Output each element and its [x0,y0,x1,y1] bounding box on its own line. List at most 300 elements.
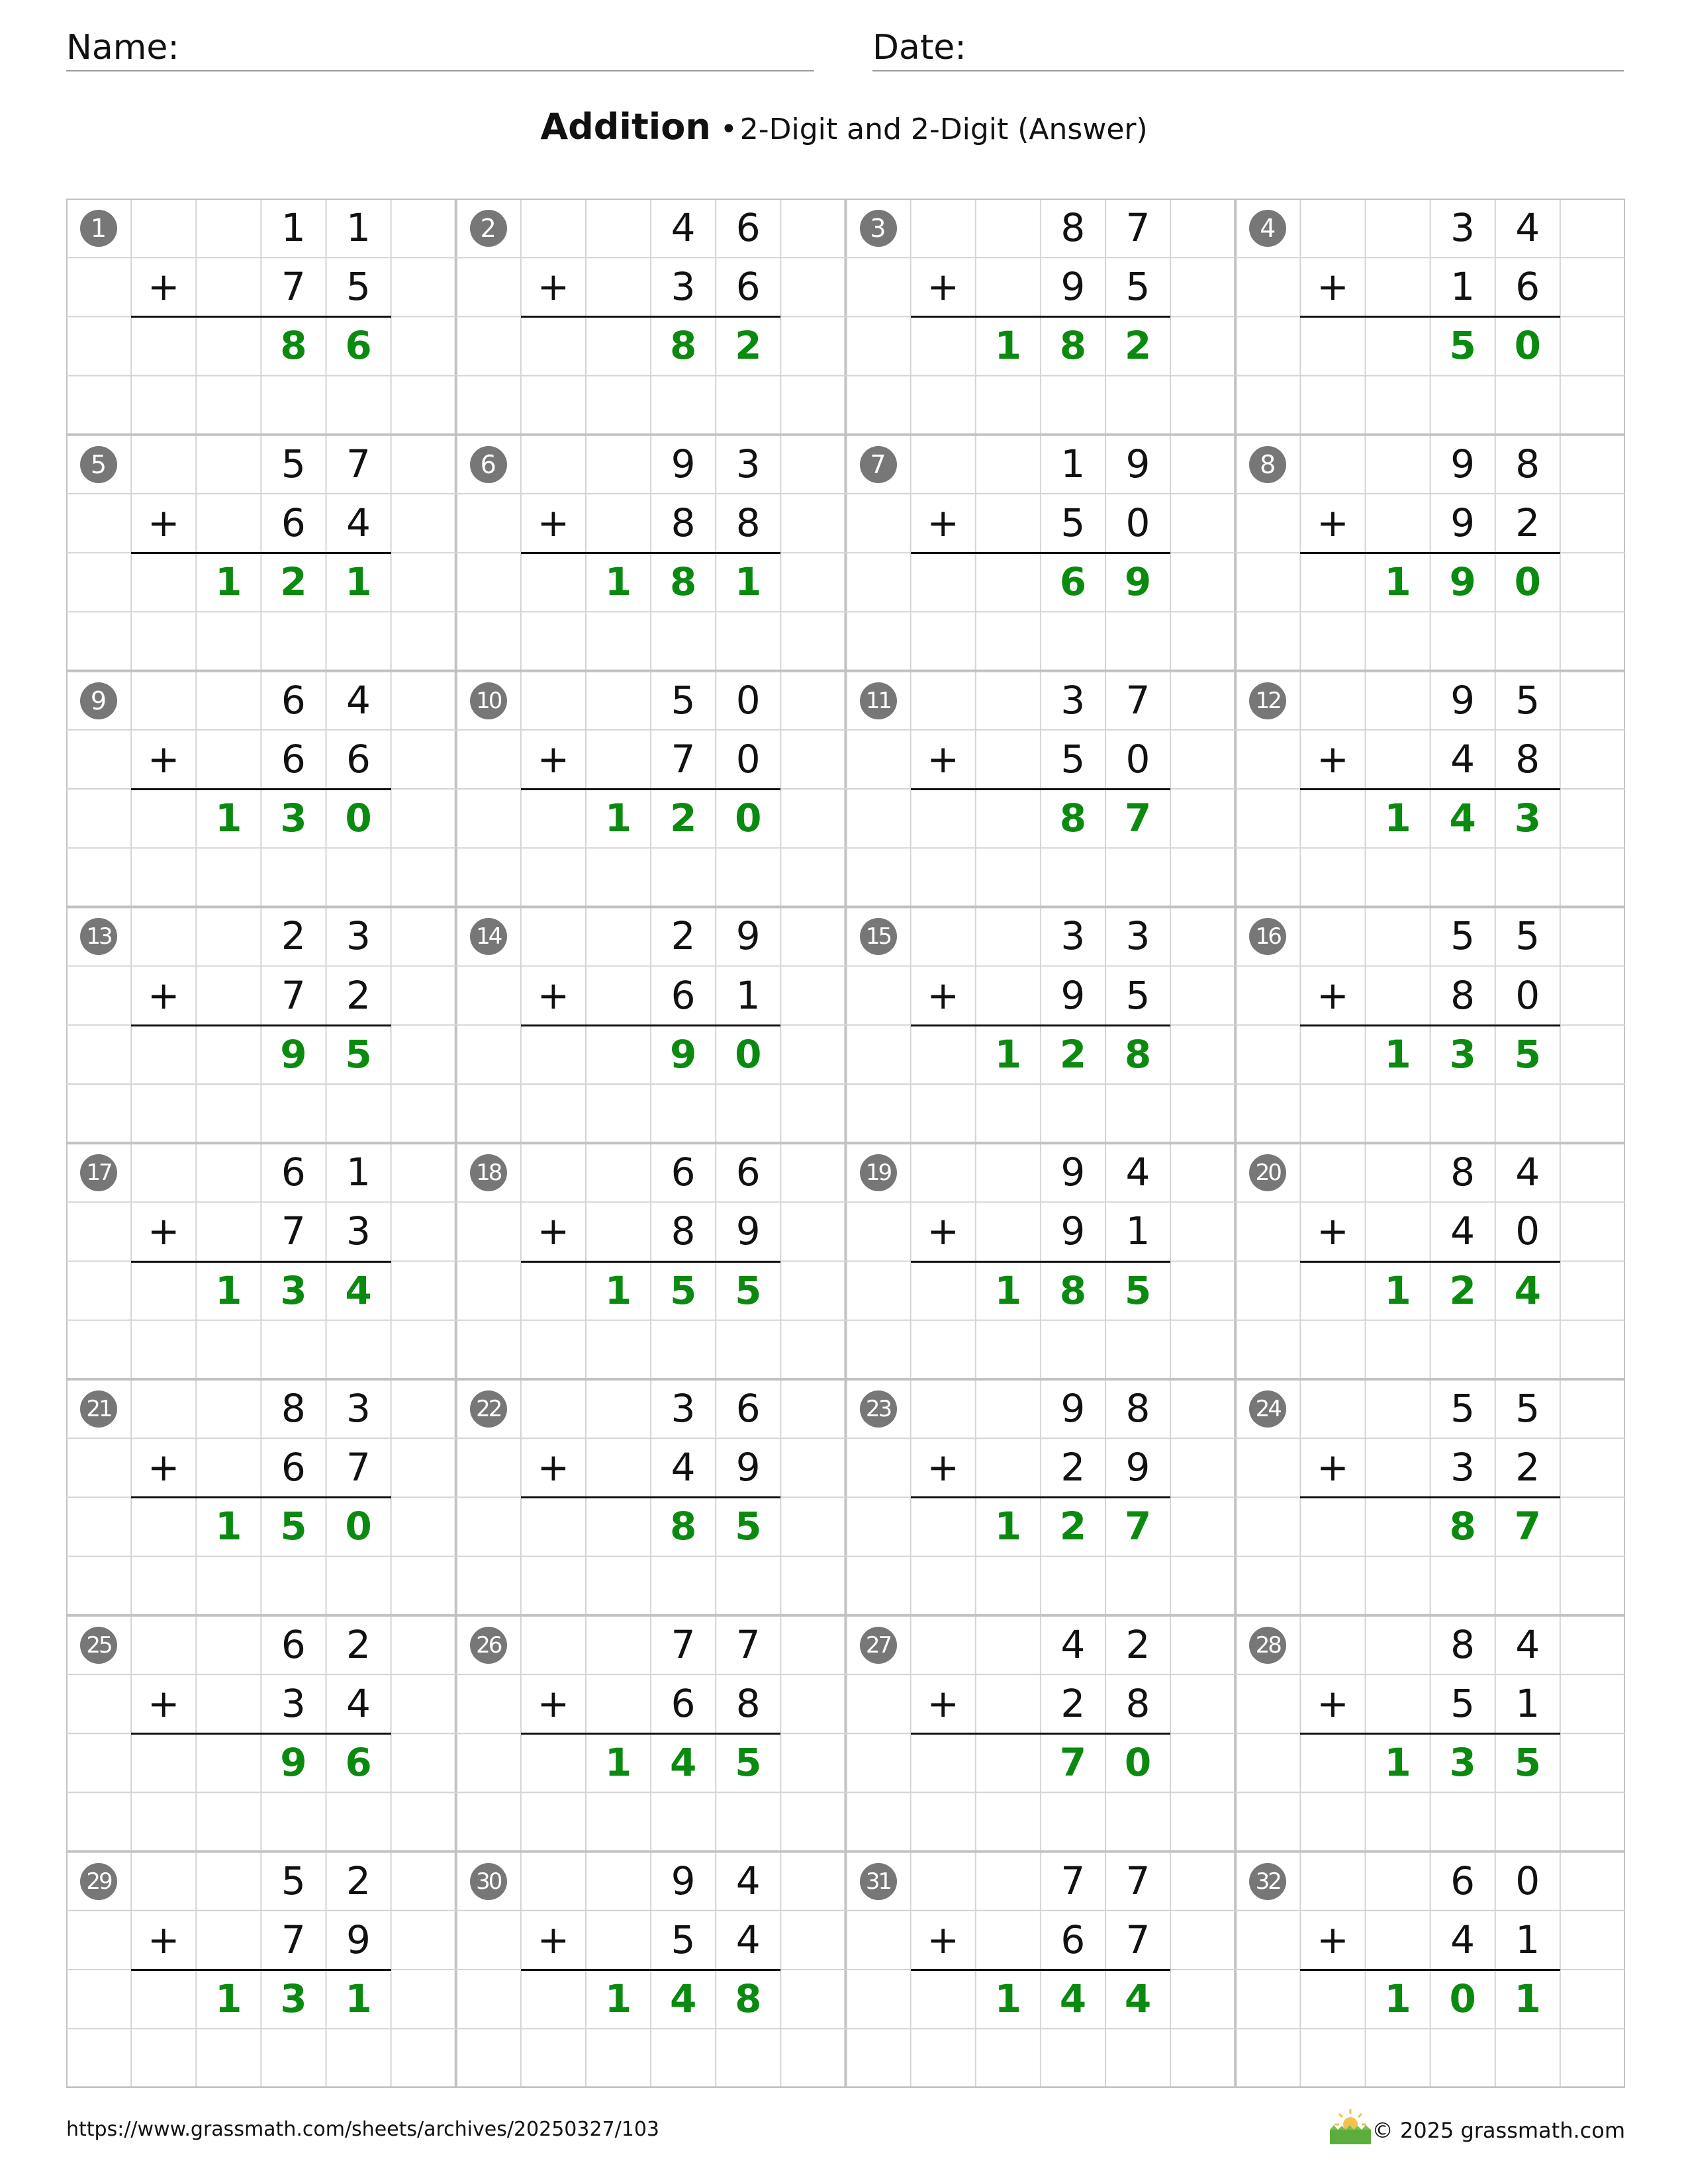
sum-rule [911,1969,1171,1971]
problem-number-badge: 32 [1249,1863,1286,1900]
plus-sign: + [927,972,959,1018]
answer-digit: 7 [1059,1740,1087,1786]
answer-digit: 1 [994,1267,1021,1313]
answer-digit: 5 [1449,323,1476,369]
answer-digit: 8 [669,1504,697,1549]
addend-digit: 7 [1125,1858,1150,1903]
problem-number-badge: 4 [1249,210,1286,247]
problem-number-badge: 1 [80,210,117,247]
addend-digit: 6 [281,1445,306,1490]
addend-digit: 0 [1125,736,1150,782]
answer-digit: 0 [735,796,762,841]
answer-digit: 5 [1514,1740,1541,1786]
addend-digit: 6 [281,500,306,545]
answer-digit: 1 [735,559,762,605]
answer-digit: 1 [215,1267,242,1313]
answer-digit: 2 [1059,1031,1087,1077]
problem-number-badge: 5 [80,446,117,483]
addend-digit: 6 [281,1621,306,1667]
addend-digit: 9 [1125,1445,1150,1490]
sum-rule [1300,1024,1560,1026]
addend-digit: 8 [735,1681,761,1726]
addend-digit: 6 [735,205,761,250]
addend-digit: 8 [1450,972,1476,1018]
plus-sign: + [1317,1445,1349,1490]
sum-rule [521,316,781,318]
addend-digit: 2 [671,913,696,959]
addend-digit: 6 [671,972,696,1018]
problem-number-badge: 24 [1249,1390,1286,1428]
answer-digit: 1 [215,559,242,605]
addend-digit: 0 [735,736,761,782]
sum-rule [131,1969,391,1971]
plus-sign: + [537,500,570,545]
addend-digit: 7 [1125,677,1150,723]
answer-digit: 9 [1124,559,1152,605]
addend-digit: 0 [1125,500,1150,545]
plus-sign: + [1317,264,1349,310]
problem-number-badge: 17 [80,1154,117,1191]
answer-digit: 5 [735,1267,762,1313]
addend-digit: 1 [281,205,306,250]
addend-digit: 7 [281,972,306,1018]
answer-digit: 4 [1124,1976,1152,2021]
answer-digit: 1 [1514,1976,1541,2021]
date-field[interactable] [872,24,1624,71]
problem-number-badge: 28 [1249,1627,1286,1664]
addend-digit: 5 [1125,264,1150,310]
problem-number-badge: 10 [470,682,507,719]
answer-digit: 4 [1059,1976,1087,2021]
title-main: Addition [540,106,711,148]
addend-digit: 2 [346,1621,371,1667]
problem-number-badge: 3 [860,210,897,247]
plus-sign: + [927,1208,959,1254]
addend-digit: 4 [1515,205,1540,250]
answer-digit: 1 [345,1976,372,2021]
answer-digit: 3 [280,796,307,841]
sum-rule [1300,1733,1560,1735]
answer-digit: 5 [345,1031,372,1077]
problem-number-badge: 11 [860,682,897,719]
answer-digit: 7 [1124,796,1152,841]
addend-digit: 7 [346,441,371,486]
answer-digit: 1 [1384,559,1411,605]
answer-digit: 2 [280,559,307,605]
problem-number-badge: 2 [470,210,507,247]
sum-rule [521,1261,781,1263]
addend-digit: 3 [346,1386,371,1431]
addend-digit: 4 [671,1445,696,1490]
plus-sign: + [147,736,180,782]
addend-digit: 2 [1515,500,1540,545]
addend-digit: 5 [1450,1681,1476,1726]
answer-digit: 2 [669,796,697,841]
answer-digit: 5 [280,1504,307,1549]
problem-number-badge: 18 [470,1154,507,1191]
addend-digit: 9 [1060,1386,1086,1431]
addend-digit: 5 [1125,972,1150,1018]
answer-digit: 5 [735,1740,762,1786]
sum-rule [131,1261,391,1263]
sum-rule [1300,1261,1560,1263]
answer-digit: 8 [1059,323,1087,369]
answer-digit: 5 [669,1267,697,1313]
sum-rule [521,552,781,554]
addend-digit: 5 [1450,913,1476,959]
addend-digit: 5 [281,1858,306,1903]
plus-sign: + [537,972,570,1018]
plus-sign: + [1317,1681,1349,1726]
addend-digit: 9 [1450,500,1476,545]
problem-number-badge: 14 [470,918,507,955]
addend-digit: 4 [346,1681,371,1726]
addend-digit: 7 [1060,1858,1086,1903]
answer-digit: 2 [735,323,762,369]
problem-number-badge: 9 [80,682,117,719]
problem-number-badge: 12 [1249,682,1286,719]
addend-digit: 6 [281,1150,306,1195]
answer-digit: 4 [345,1267,372,1313]
plus-sign: + [147,1445,180,1490]
plus-sign: + [537,1208,570,1254]
addend-digit: 0 [1515,1208,1540,1254]
answer-digit: 8 [1124,1031,1152,1077]
answer-digit: 1 [994,1031,1021,1077]
addend-digit: 5 [281,441,306,486]
plus-sign: + [1317,736,1349,782]
plus-sign: + [927,264,959,310]
plus-sign: + [927,1917,959,1962]
plus-sign: + [927,736,959,782]
answer-digit: 5 [735,1504,762,1549]
plus-sign: + [537,736,570,782]
addend-digit: 5 [1515,913,1540,959]
addend-digit: 8 [1060,205,1086,250]
plus-sign: + [927,500,959,545]
answer-digit: 8 [1449,1504,1476,1549]
addend-digit: 1 [1515,1917,1540,1962]
addend-digit: 2 [1515,1445,1540,1490]
page-title [0,106,1688,148]
answer-digit: 5 [1514,1031,1541,1077]
addend-digit: 9 [1060,1150,1086,1195]
answer-digit: 1 [1384,1031,1411,1077]
plus-sign: + [147,1208,180,1254]
addend-digit: 7 [281,1917,306,1962]
answer-digit: 1 [215,796,242,841]
addend-digit: 7 [281,264,306,310]
addend-digit: 6 [671,1681,696,1726]
sum-rule [911,1024,1171,1026]
sum-rule [911,1733,1171,1735]
addend-digit: 5 [671,1917,696,1962]
addend-digit: 4 [1450,1208,1476,1254]
addend-digit: 9 [735,1208,761,1254]
plus-sign: + [147,972,180,1018]
sum-rule [131,552,391,554]
answer-digit: 1 [215,1504,242,1549]
sum-rule [521,1024,781,1026]
answer-digit: 1 [1384,1976,1411,2021]
addend-digit: 3 [1450,1445,1476,1490]
addend-digit: 3 [281,1681,306,1726]
addend-digit: 4 [1515,1621,1540,1667]
addend-digit: 6 [735,1386,761,1431]
addend-digit: 8 [281,1386,306,1431]
addend-digit: 5 [1515,677,1540,723]
addend-digit: 9 [1060,264,1086,310]
plus-sign: + [1317,1917,1349,1962]
problem-number-badge: 21 [80,1390,117,1428]
answer-digit: 9 [669,1031,697,1077]
answer-digit: 1 [994,1504,1021,1549]
plus-sign: + [927,1445,959,1490]
addend-digit: 3 [346,913,371,959]
addend-digit: 3 [1450,205,1476,250]
answer-digit: 6 [345,323,372,369]
addend-digit: 4 [346,500,371,545]
answer-digit: 1 [1384,1740,1411,1786]
addend-digit: 2 [346,972,371,1018]
addend-digit: 8 [735,500,761,545]
answer-digit: 8 [1059,1267,1087,1313]
date-label: Date: [872,28,966,68]
sum-rule [521,788,781,790]
problem-number-badge: 22 [470,1390,507,1428]
addend-digit: 3 [735,441,761,486]
title-subtitle: 2-Digit and 2-Digit (Answer) [739,113,1148,146]
addend-digit: 4 [735,1858,761,1903]
addend-digit: 6 [281,736,306,782]
answer-digit: 3 [1449,1031,1476,1077]
sum-rule [521,1496,781,1498]
answer-digit: 1 [604,1740,632,1786]
addend-digit: 8 [1125,1386,1150,1431]
sum-rule [521,1733,781,1735]
problem-number-badge: 15 [860,918,897,955]
problem-number-badge: 23 [860,1390,897,1428]
problem-number-badge: 8 [1249,446,1286,483]
answer-digit: 8 [280,323,307,369]
addend-digit: 7 [671,736,696,782]
sum-rule [131,316,391,318]
answer-digit: 1 [604,1267,632,1313]
footer-copyright: © 2025 grassmath.com [1372,2118,1625,2143]
answer-digit: 1 [215,1976,242,2021]
name-field[interactable] [66,24,814,71]
addend-digit: 8 [1515,441,1540,486]
answer-digit: 0 [1514,323,1541,369]
answer-digit: 5 [1124,1267,1152,1313]
addend-digit: 6 [281,677,306,723]
addend-digit: 8 [1515,736,1540,782]
sum-rule [1300,316,1560,318]
addend-digit: 5 [1450,1386,1476,1431]
addend-digit: 4 [1125,1150,1150,1195]
plus-sign: + [1317,972,1349,1018]
answer-digit: 4 [669,1740,697,1786]
answer-digit: 1 [604,1976,632,2021]
sum-rule [911,552,1171,554]
problem-number-badge: 25 [80,1627,117,1664]
answer-digit: 2 [1059,1504,1087,1549]
addend-digit: 5 [346,264,371,310]
answer-digit: 7 [1124,1504,1152,1549]
addend-digit: 6 [1060,1917,1086,1962]
answer-digit: 1 [1384,1267,1411,1313]
addend-digit: 6 [346,736,371,782]
answer-digit: 3 [1514,796,1541,841]
answer-digit: 4 [1449,796,1476,841]
plus-sign: + [147,1917,180,1962]
addend-digit: 1 [1450,264,1476,310]
plus-sign: + [537,1917,570,1962]
problem-number-badge: 7 [860,446,897,483]
addend-digit: 9 [671,441,696,486]
name-label: Name: [66,28,179,68]
addend-digit: 8 [671,500,696,545]
addend-digit: 5 [1515,1386,1540,1431]
sum-rule [911,316,1171,318]
addend-digit: 9 [1060,1208,1086,1254]
sum-rule [911,1496,1171,1498]
plus-sign: + [147,264,180,310]
problem-number-badge: 31 [860,1863,897,1900]
addend-digit: 0 [1515,972,1540,1018]
addend-digit: 7 [1125,1917,1150,1962]
sum-rule [1300,552,1560,554]
sum-rule [1300,1496,1560,1498]
addend-digit: 7 [346,1445,371,1490]
addend-digit: 9 [1450,677,1476,723]
problem-number-badge: 27 [860,1627,897,1664]
addend-digit: 6 [735,264,761,310]
addend-digit: 2 [1060,1445,1086,1490]
plus-sign: + [927,1681,959,1726]
addend-digit: 4 [346,677,371,723]
plus-sign: + [147,1681,180,1726]
addend-digit: 7 [281,1208,306,1254]
answer-digit: 3 [1449,1740,1476,1786]
plus-sign: + [1317,1208,1349,1254]
answer-digit: 4 [1514,1267,1541,1313]
addend-digit: 9 [1125,441,1150,486]
answer-digit: 1 [1384,796,1411,841]
addend-digit: 0 [735,677,761,723]
addend-digit: 8 [1450,1621,1476,1667]
addend-digit: 9 [735,913,761,959]
plus-sign: + [537,264,570,310]
problem-number-badge: 20 [1249,1154,1286,1191]
title-bullet: • [720,113,737,146]
problem-number-badge: 6 [470,446,507,483]
problem-number-badge: 16 [1249,918,1286,955]
addend-digit: 3 [671,1386,696,1431]
addend-digit: 6 [671,1150,696,1195]
addend-digit: 9 [1060,972,1086,1018]
addend-digit: 1 [735,972,761,1018]
answer-digit: 9 [280,1031,307,1077]
answer-digit: 1 [604,559,632,605]
problem-number-badge: 26 [470,1627,507,1664]
addend-digit: 5 [671,677,696,723]
answer-digit: 0 [735,1031,762,1077]
answer-digit: 1 [994,323,1021,369]
answer-digit: 3 [280,1267,307,1313]
answer-digit: 7 [1514,1504,1541,1549]
addend-digit: 8 [1125,1681,1150,1726]
answer-digit: 1 [604,796,632,841]
answer-digit: 0 [345,1504,372,1549]
addend-digit: 1 [1515,1681,1540,1726]
sum-rule [131,1024,391,1026]
addend-digit: 5 [1060,736,1086,782]
addend-digit: 9 [346,1917,371,1962]
sum-rule [1300,1969,1560,1971]
addend-digit: 4 [1060,1621,1086,1667]
answer-digit: 0 [1449,1976,1476,2021]
addend-digit: 3 [1125,913,1150,959]
sum-rule [131,1496,391,1498]
plus-sign: + [1317,500,1349,545]
addend-digit: 6 [1515,264,1540,310]
addend-digit: 1 [1060,441,1086,486]
addend-digit: 8 [671,1208,696,1254]
problem-number-badge: 19 [860,1154,897,1191]
answer-digit: 8 [1059,796,1087,841]
answer-digit: 2 [1124,323,1152,369]
addend-digit: 6 [735,1150,761,1195]
problem-number-badge: 29 [80,1863,117,1900]
answer-digit: 2 [1449,1267,1476,1313]
addend-digit: 4 [735,1917,761,1962]
grassmath-logo-icon [1327,2107,1374,2146]
addend-digit: 4 [1515,1150,1540,1195]
addend-digit: 1 [346,205,371,250]
addend-digit: 2 [281,913,306,959]
answer-digit: 1 [994,1976,1021,2021]
addend-digit: 9 [735,1445,761,1490]
answer-digit: 0 [345,796,372,841]
sum-rule [911,788,1171,790]
answer-digit: 0 [1514,559,1541,605]
answer-digit: 0 [1124,1740,1152,1786]
addend-digit: 8 [1450,1150,1476,1195]
problem-number-badge: 30 [470,1863,507,1900]
answer-digit: 4 [669,1976,697,2021]
answer-digit: 9 [280,1740,307,1786]
plus-sign: + [537,1445,570,1490]
answer-digit: 8 [669,323,697,369]
answer-digit: 9 [1449,559,1476,605]
addend-digit: 9 [671,1858,696,1903]
addend-digit: 3 [1060,677,1086,723]
addend-digit: 4 [671,205,696,250]
addend-digit: 3 [1060,913,1086,959]
addend-digit: 7 [735,1621,761,1667]
sum-rule [521,1969,781,1971]
addend-digit: 6 [1450,1858,1476,1903]
addend-digit: 1 [1125,1208,1150,1254]
answer-digit: 8 [669,559,697,605]
addend-digit: 2 [1060,1681,1086,1726]
plus-sign: + [537,1681,570,1726]
sum-rule [131,788,391,790]
addend-digit: 7 [671,1621,696,1667]
answer-digit: 6 [1059,559,1087,605]
answer-digit: 3 [280,1976,307,2021]
